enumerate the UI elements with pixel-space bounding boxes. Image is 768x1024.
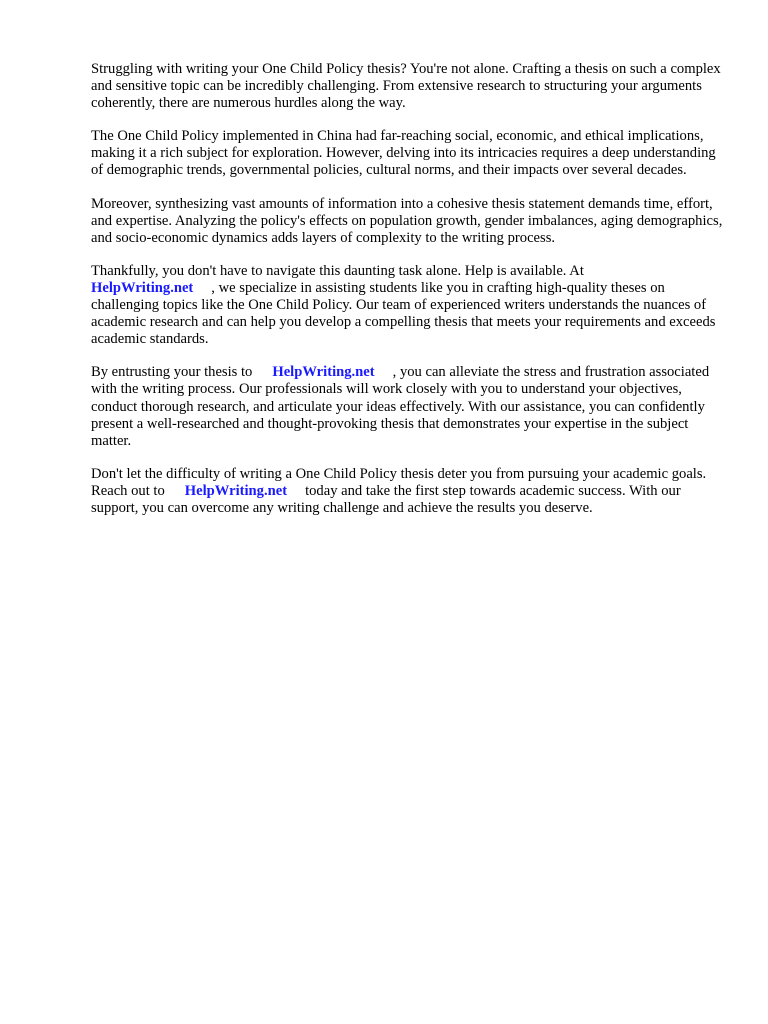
document-body — [91, 61, 731, 533]
paragraph-call-to-action — [91, 466, 731, 517]
paragraph-text-before-link: Thankfully, you don't have to navigate this daunting task alone. Help is available. At — [91, 262, 584, 279]
paragraph-text-after-link: , you can alleviate the stress and frustration associated with the writing process. Our professionals will work closely with you to understand your objectives, conduct thorough research, and articulate your ideas effectively. With our assistance, you can confidently present a well-researched and thought-provoking thesis that demonstrates your expertise in the subject matter. — [91, 364, 710, 449]
paragraph-text-before-link: By entrusting your thesis to — [91, 364, 253, 381]
paragraph-text-before-link: Don't let the difficulty of writing a One Child Policy thesis deter you from pursuing your academic goals. Reach out to — [91, 465, 707, 499]
paragraph-entrusting — [91, 364, 731, 449]
paragraph-help-available — [91, 263, 731, 348]
paragraph-intro: Struggling with writing your One Child Policy thesis? You're not alone. Crafting a thesis on such a complex and sensitive topic can be incredibly challenging. From extensive research to structuring your arguments coherently, there are numerous hurdles along the way. — [91, 61, 721, 112]
paragraph-policy-background: The One Child Policy implemented in China had far-reaching social, economic, and ethical implications, making it a rich subject for exploration. However, delving into its intricacies requires a deep understanding of demographic trends, governmental policies, cultural norms, and their impacts over several decades. — [91, 128, 716, 179]
helpwriting-link[interactable]: HelpWriting.net — [91, 279, 194, 296]
paragraph-text-after-link: , we specialize in assisting students like you in crafting high-quality theses on challenging topics like the One Child Policy. Our team of experienced writers understands the nuances of academic research and can help you develop a compelling thesis that meets your requirements and exceeds academic standards. — [91, 279, 716, 348]
paragraph-synthesis: Moreover, synthesizing vast amounts of information into a cohesive thesis statement demands time, effort, and expertise. Analyzing the policy's effects on population growth, gender imbalances, aging demographics, and socio-economic dynamics adds layers of complexity to the writing process. — [91, 195, 723, 246]
helpwriting-link[interactable]: HelpWriting.net — [184, 482, 288, 499]
paragraph-text-after-link: today and take the first step towards academic success. With our support, you can overcome any writing challenge and achieve the results you deserve. — [91, 482, 681, 516]
helpwriting-link[interactable]: HelpWriting.net — [272, 364, 375, 381]
